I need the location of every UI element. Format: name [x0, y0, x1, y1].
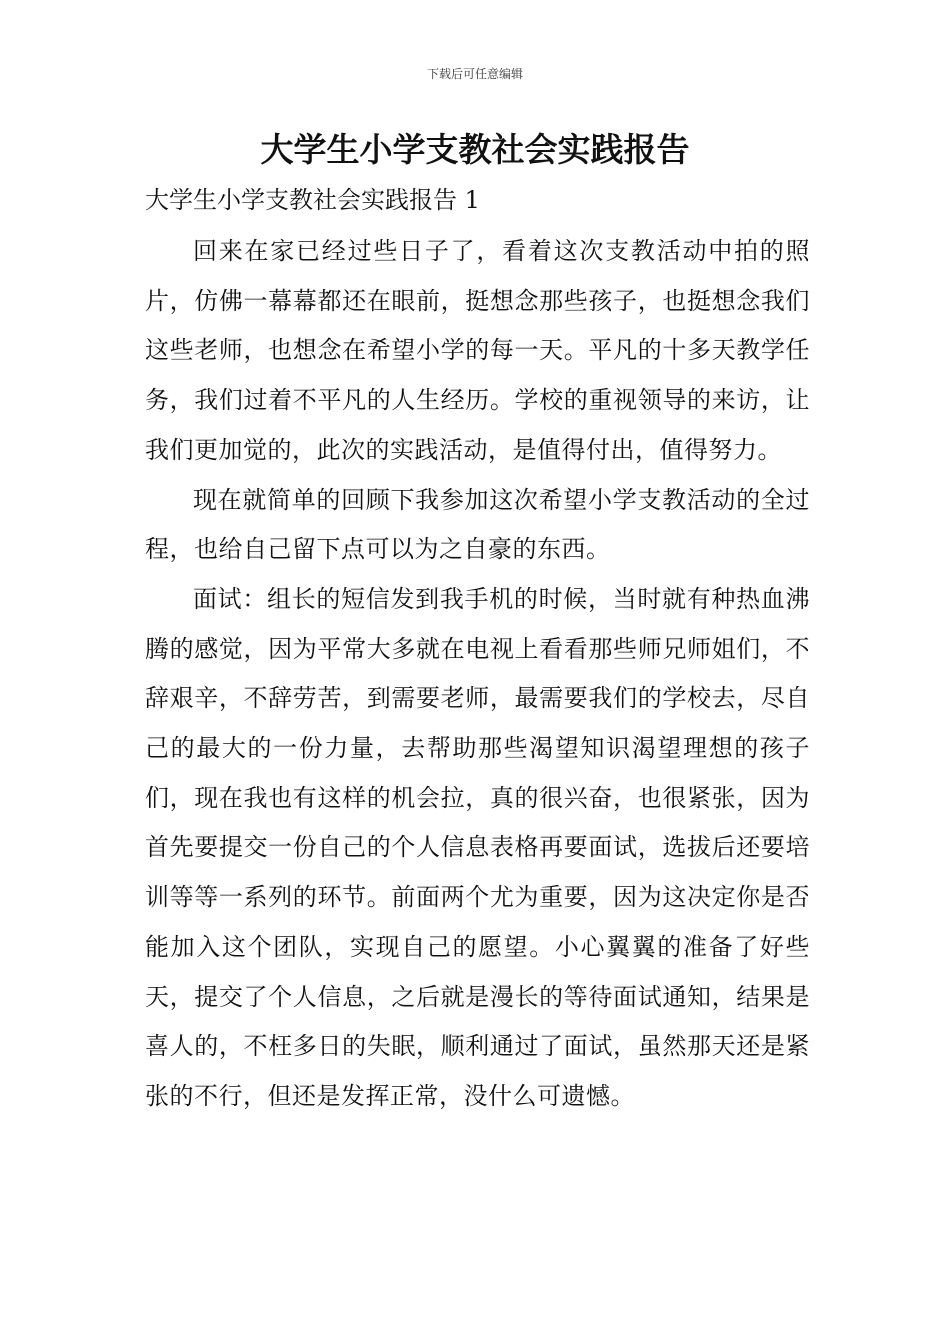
paragraph-1: 回来在家已经过些日子了，看着这次支教活动中拍的照片，仿佛一幕幕都还在眼前，挺想念那些孩子，也挺想念我们这些老师，也想念在希望小学的每一天。平凡的十多天教学任务，我们过着不平凡的人生经历。学校的重视领导的来访，让我们更加觉的，此次的实践活动，是值得付出，值得努力。 [145, 237, 810, 464]
paragraph-2: 现在就简单的回顾下我参加这次希望小学支教活动的全过程，也给自己留下点可以为之自豪的东西。 [145, 485, 810, 564]
document-title: 大学生小学支教社会实践报告 [260, 130, 690, 169]
document-body [145, 227, 810, 1122]
document-subtitle: 大学生小学支教社会实践报告 1 [145, 186, 480, 214]
paragraph-3: 面试：组长的短信发到我手机的时候，当时就有种热血沸腾的感觉，因为平常大多就在电视上看看那些师兄师姐们，不辞艰辛，不辞劳苦，到需要老师，最需要我们的学校去，尽自己的最大的一份力量，去帮助那些渴望知识渴望理想的孩子们，现在我也有这样的机会拉，真的很兴奋，也很紧张，因为首先要提交一份自己的个人信息表格再要面试，选拔后还要培训等等一系列的环节。前面两个尤为重要，因为这决定你是否能加入这个团队，实现自己的愿望。小心翼翼的准备了好些天，提交了个人信息，之后就是漫长的等待面试通知，结果是喜人的，不枉多日的失眠，顺利通过了面试，虽然那天还是紧张的不行，但还是发挥正常，没什么可遗憾。 [145, 584, 810, 1110]
page-header-note: 下载后可任意编辑 [426, 67, 523, 81]
